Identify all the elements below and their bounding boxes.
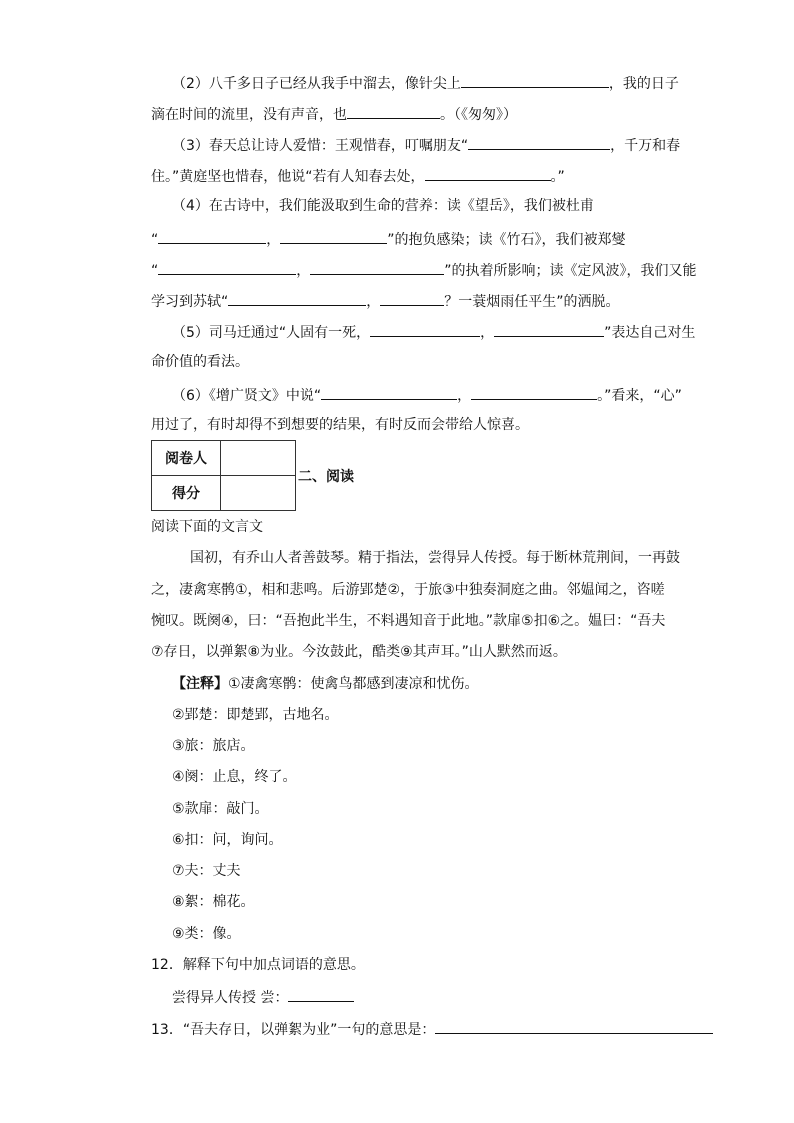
q3-text-d: 。”: [550, 169, 565, 185]
note-5: ⑤款扉：敲门。: [172, 801, 269, 817]
q12-blank[interactable]: [288, 986, 354, 1002]
q4-text-a: （4）在古诗中，我们能汲取到生命的营养：读《望岳》，我们被杜甫: [172, 198, 594, 214]
q4-text-b: ”的抱负感染；读《竹石》，我们被郑燮: [387, 232, 626, 248]
q5-blank-1[interactable]: [370, 321, 480, 337]
section-title: 二、阅读: [298, 469, 354, 485]
q4-comma-1: ，: [266, 232, 281, 248]
note-3: ③旅：旅店。: [172, 738, 255, 754]
q3-text-a: （3）春天总让诗人爱惜：王观惜春，叮嘱朋友“: [172, 138, 469, 154]
q2-line-1: [172, 72, 679, 92]
passage-line-3: 惋叹。既阕④，曰：“吾抱此半生，不料遇知音于此地。”款扉⑤扣⑥之。媪曰：“吾夫: [151, 613, 666, 629]
q4-blank-4[interactable]: [310, 259, 444, 275]
q3-blank-1[interactable]: [468, 134, 610, 150]
q6-comma: ，: [457, 388, 472, 404]
note-1: ①凄禽寒鹘：使禽鸟都感到凄凉和忧伤。: [228, 676, 479, 692]
notes-line-1: [172, 674, 479, 694]
q3-text-c: 住。”黄庭坚也惜春，他说“若有人知春去处，: [151, 169, 425, 185]
passage-line-1: 国初，有乔山人者善鼓琴。精于指法，尝得异人传授。每于断林荒荆间，一再鼓: [190, 550, 680, 566]
score-table: [151, 440, 296, 511]
q6-line-1: [172, 384, 682, 404]
q4-text-e: ？一蓑烟雨任平生”的洒脱。: [444, 294, 620, 310]
q4-blank-6[interactable]: [380, 290, 444, 306]
q5-blank-2[interactable]: [494, 321, 604, 337]
reviewer-label: 阅卷人: [152, 441, 221, 476]
q2-line-2: [151, 103, 517, 123]
note-7: ⑦夫：丈夫: [172, 863, 241, 879]
q2-text-b: ，我的日子: [608, 76, 679, 92]
q13-blank[interactable]: [435, 1018, 713, 1034]
q5-text-c: 命价值的看法。: [151, 354, 249, 370]
q4-line-3: [151, 259, 697, 279]
q13-prompt: 13．“吾夫存日，以弹絮为业”一句的意思是：: [151, 1022, 436, 1038]
q4-blank-5[interactable]: [228, 290, 366, 306]
q2-blank-2[interactable]: [347, 103, 440, 119]
note-9: ⑨类：像。: [172, 926, 241, 942]
q3-blank-2[interactable]: [425, 165, 551, 181]
q6-text-b: 。”看来，“心”: [597, 388, 682, 404]
q5-line-2: [151, 352, 249, 372]
q6-blank-1[interactable]: [321, 384, 457, 400]
q5-text-b: ”表达自己对生: [604, 325, 696, 341]
q5-comma: ，: [480, 325, 495, 341]
q6-line-2: [151, 415, 529, 435]
note-8: ⑧絮：棉花。: [172, 894, 255, 910]
score-cell[interactable]: [221, 476, 296, 511]
q5-line-1: [172, 321, 695, 341]
q3-line-2: [151, 165, 565, 185]
note-2: ②郢楚：即楚郢，古地名。: [172, 707, 339, 723]
score-table-row: [152, 441, 296, 476]
q4-quote-open: “: [151, 232, 159, 248]
q4-quote-open-2: “: [151, 263, 159, 279]
q4-blank-2[interactable]: [280, 228, 387, 244]
passage-line-2: 之，凄禽寒鹘①，相和悲鸣。后游郢楚②，于旅③中独奏洞庭之曲。邻媪闻之，咨嗟: [151, 582, 665, 598]
q4-text-c: ”的执着所影响；读《定风波》，我们又能: [444, 263, 697, 279]
q12-item-text: 尝得异人传授 尝：: [172, 990, 289, 1006]
q2-text-a: （2）八千多日子已经从我手中溜去，像针尖上: [172, 76, 461, 92]
note-6: ⑥扣：问，询问。: [172, 832, 283, 848]
q6-blank-2[interactable]: [471, 384, 597, 400]
notes-heading: 【注释】: [172, 676, 228, 692]
note-4: ④阕：止息，终了。: [172, 769, 297, 785]
q12-item: [172, 986, 354, 1006]
q13-line: [151, 1018, 713, 1038]
q6-text-c: 用过了，有时却得不到想要的结果，有时反而会带给人惊喜。: [151, 417, 529, 433]
q5-text-a: （5）司马迁通过“人固有一死，: [172, 325, 371, 341]
score-table-row: [152, 476, 296, 511]
q4-comma-2: ，: [296, 263, 311, 279]
q3-text-b: ，千万和春: [610, 138, 681, 154]
q4-text-d: 学习到苏轼“: [151, 294, 229, 310]
q3-line-1: [172, 134, 680, 154]
reading-intro: 阅读下面的文言文: [151, 519, 263, 535]
q4-line-1: [172, 196, 594, 216]
q12-prompt: 12．解释下句中加点词语的意思。: [151, 957, 365, 973]
q4-comma-3: ，: [366, 294, 381, 310]
score-label: 得分: [152, 476, 221, 511]
q2-text-c: 滴在时间的流里，没有声音，也: [151, 107, 347, 123]
q4-line-2: [151, 228, 626, 248]
reviewer-cell[interactable]: [221, 441, 296, 476]
q2-blank-1[interactable]: [461, 72, 609, 88]
q4-line-4: [151, 290, 620, 310]
passage-line-4: ⑦存日，以弹絮⑧为业。今汝鼓此，酷类⑨其声耳。”山人默然而返。: [151, 644, 567, 660]
q4-blank-1[interactable]: [158, 228, 266, 244]
q4-blank-3[interactable]: [158, 259, 296, 275]
q2-text-d: 。（《匆匆》）: [440, 107, 517, 123]
q6-text-a: （6）《增广贤文》中说“: [172, 388, 322, 404]
